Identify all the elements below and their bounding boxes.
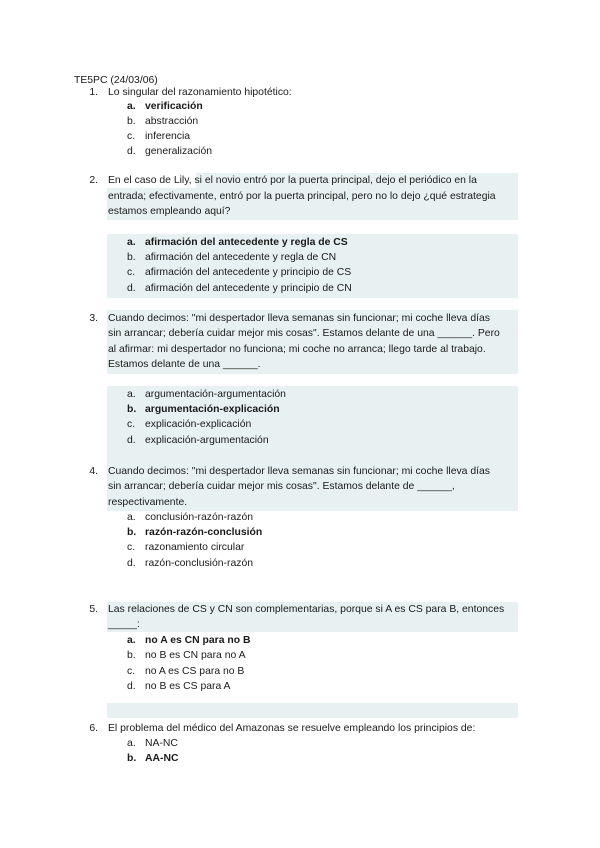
q5-option-c-letter: c.: [127, 666, 136, 677]
q1-option-a-letter: a.: [127, 101, 136, 112]
q4-option-a: conclusión-razón-razón: [145, 512, 254, 523]
q4-option-a-letter: a.: [127, 512, 136, 523]
question-5-line-2: _____:: [108, 619, 140, 630]
q3-option-d-letter: d.: [127, 435, 136, 446]
q5-option-a-letter: a.: [127, 635, 136, 646]
question-1-text: Lo singular del razonamiento hipotético:: [108, 87, 292, 98]
question-5-line-1: Las relaciones de CS y CN son complementarias, porque si A es CS para B, entonces: [108, 604, 505, 615]
q1-option-d: generalización: [145, 146, 213, 157]
question-4-line-2: sin arrancar; debería cuidar mejor mis cosas". Estamos delante de ______,: [108, 481, 455, 492]
q5-option-b: no B es CN para no A: [145, 650, 246, 661]
q3-option-c: explicación-explicación: [145, 419, 252, 430]
question-4-line-1: Cuando decimos: "mi despertador lleva semanas sin funcionar; mi coche lleva días: [108, 466, 490, 477]
q2-option-b: afirmación del antecedente y regla de CN: [145, 252, 337, 263]
question-2-line-1: En el caso de Lily, si el novio entró por la puerta principal, dejo el periódico en la: [108, 175, 477, 186]
q4-option-b: razón-razón-conclusión: [145, 527, 263, 538]
q4-option-d: razón-conclusión-razón: [145, 558, 254, 569]
q3-option-c-letter: c.: [127, 419, 136, 430]
q1-option-a: verificación: [145, 101, 203, 112]
q5-option-d-letter: d.: [127, 681, 136, 692]
q2-option-c-letter: c.: [127, 267, 136, 278]
q3-option-b: argumentación-explicación: [145, 404, 280, 415]
q4-option-c: razonamiento circular: [145, 542, 245, 553]
q3-option-b-letter: b.: [127, 404, 137, 415]
q4-option-b-letter: b.: [127, 527, 137, 538]
highlight-q5-gap: [107, 703, 518, 718]
q6-option-b: AA-NC: [145, 753, 179, 764]
q3-option-a: argumentación-argumentación: [145, 389, 286, 400]
q5-option-b-letter: b.: [127, 650, 136, 661]
q1-option-c-letter: c.: [127, 131, 136, 142]
q3-option-d: explicación-argumentación: [145, 435, 269, 446]
question-3-line-3: al afirmar: mi despertador no funciona; mi coche no arranca; llego tarde al trabajo.: [108, 344, 486, 355]
q2-option-d: afirmación del antecedente y principio de CN: [145, 283, 352, 294]
question-5-number: 5.: [89, 604, 98, 615]
question-6-text: El problema del médico del Amazonas se resuelve empleando los principios de:: [108, 723, 476, 734]
q2-option-b-letter: b.: [127, 252, 136, 263]
question-4-number: 4.: [89, 466, 98, 477]
question-3-line-1: Cuando decimos: "mi despertador lleva semanas sin funcionar; mi coche lleva días: [108, 313, 490, 324]
q4-option-c-letter: c.: [127, 542, 136, 553]
q6-option-b-letter: b.: [127, 753, 137, 764]
question-6-number: 6.: [89, 723, 98, 734]
question-2-line-3: estamos empleando aquí?: [108, 206, 231, 217]
q2-option-d-letter: d.: [127, 283, 136, 294]
q1-option-b-letter: b.: [127, 116, 136, 127]
q5-option-d: no B es CS para A: [145, 681, 231, 692]
q1-option-b: abstracción: [145, 116, 199, 127]
q2-option-a: afirmación del antecedente y regla de CS: [145, 237, 348, 248]
question-2-number: 2.: [89, 175, 98, 186]
question-2-line-2: entrada; efectivamente, entró por la puerta principal, pero no lo dejo ¿qué estrategia: [108, 191, 496, 202]
question-3-number: 3.: [89, 313, 98, 324]
q3-option-a-letter: a.: [127, 389, 136, 400]
q6-option-a-letter: a.: [127, 738, 136, 749]
q5-option-a: no A es CN para no B: [145, 635, 251, 646]
q4-option-d-letter: d.: [127, 558, 136, 569]
q1-option-d-letter: d.: [127, 146, 136, 157]
q6-option-a: NA-NC: [145, 738, 178, 749]
page-title: TE5PC (24/03/06): [74, 75, 158, 86]
question-3-line-2: sin arrancar; debería cuidar mejor mis cosas". Estamos delante de una ______. Pero: [108, 328, 500, 339]
q2-option-c: afirmación del antecedente y principio de CS: [145, 267, 352, 278]
question-3-line-4: Estamos delante de una ______.: [108, 359, 261, 370]
question-4-line-3: respectivamente.: [108, 497, 188, 508]
question-1-number: 1.: [89, 87, 98, 98]
q1-option-c: inferencia: [145, 131, 191, 142]
q2-option-a-letter: a.: [127, 237, 136, 248]
q5-option-c: no A es CS para no B: [145, 666, 245, 677]
